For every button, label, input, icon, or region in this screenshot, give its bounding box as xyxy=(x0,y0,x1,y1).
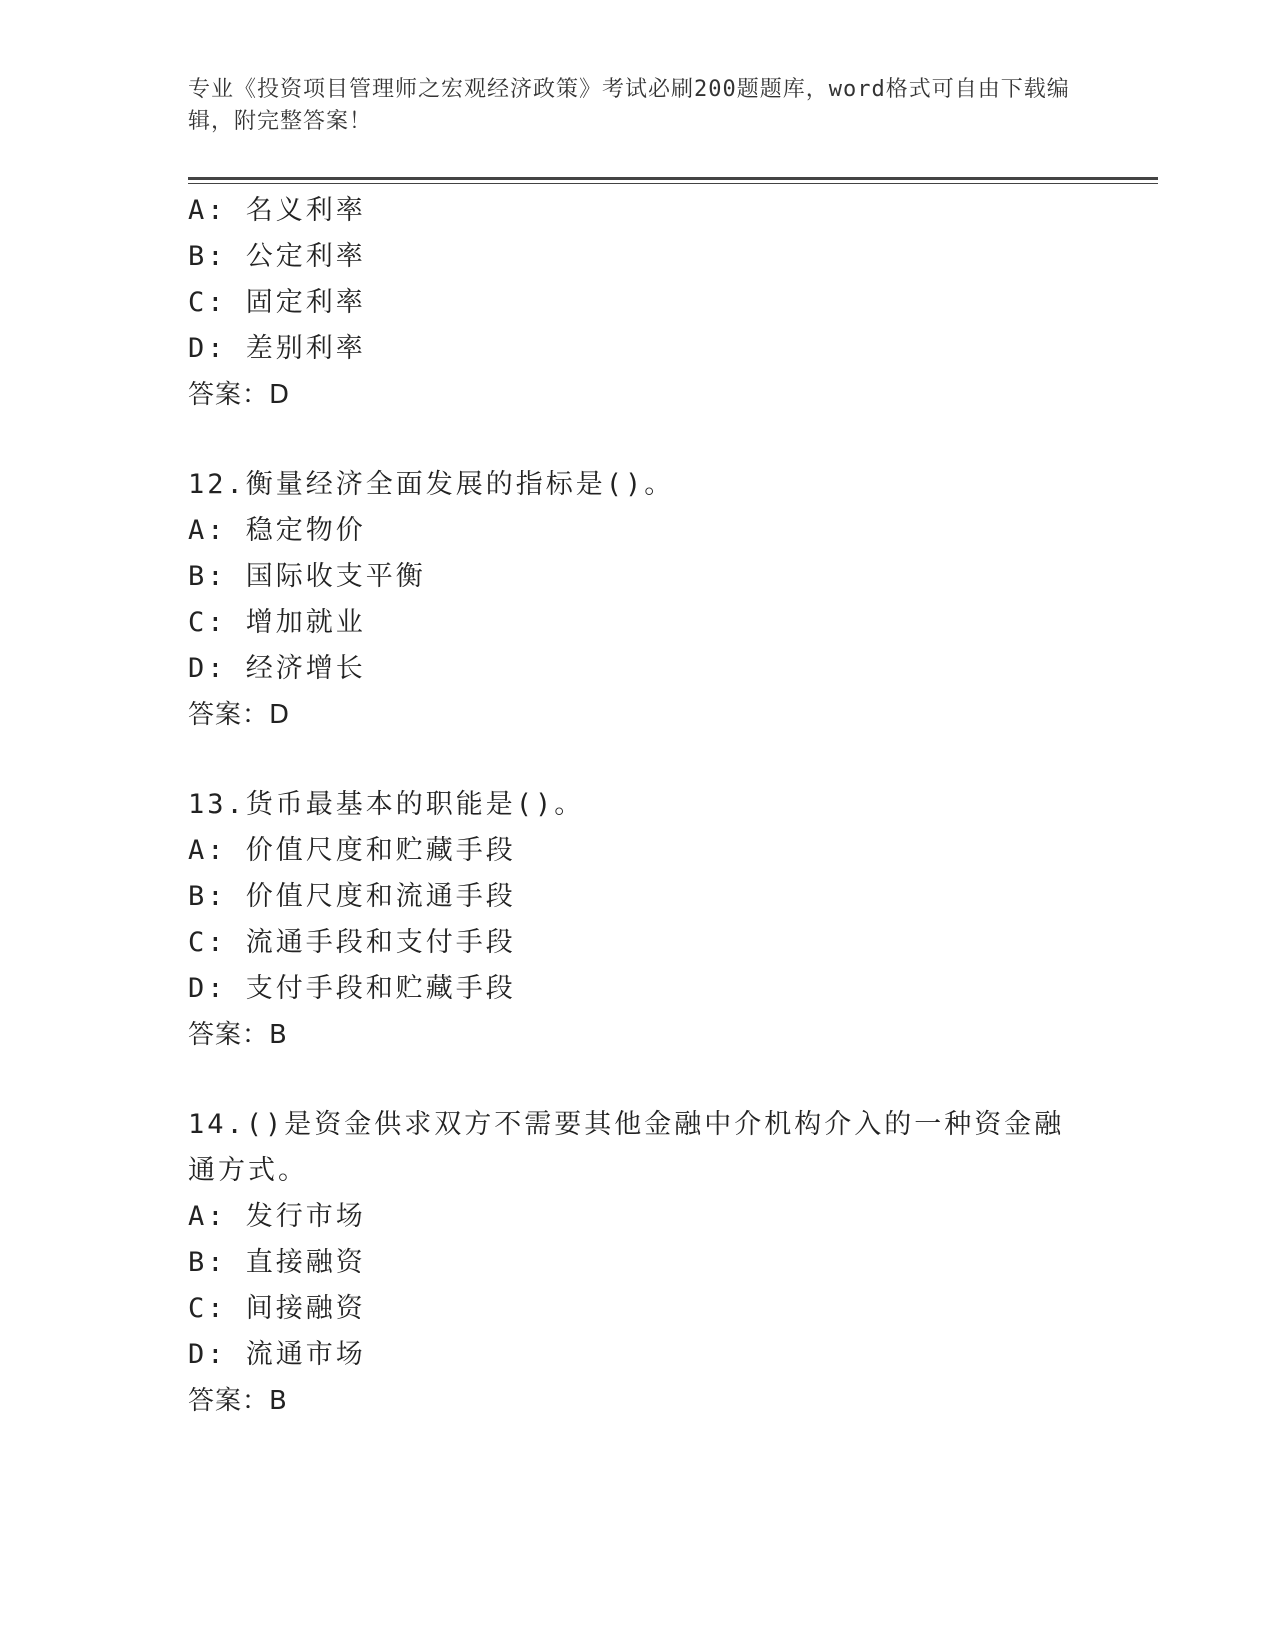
question-list xyxy=(188,188,1088,1424)
option-c: C: 流通手段和支付手段 xyxy=(188,927,516,958)
option-a: A: 名义利率 xyxy=(188,195,366,226)
option-a: A: 发行市场 xyxy=(188,1201,366,1232)
option-a: A: 稳定物价 xyxy=(188,515,366,546)
question-block-12 xyxy=(188,462,1088,738)
option-b: B: 国际收支平衡 xyxy=(188,561,426,592)
option-d: D: 支付手段和贮藏手段 xyxy=(188,973,516,1004)
answer-line: 答案：D xyxy=(188,380,291,410)
option-c: C: 固定利率 xyxy=(188,287,366,318)
option-c: C: 增加就业 xyxy=(188,607,366,638)
header-rule-thick xyxy=(188,177,1158,180)
answer-line: 答案：D xyxy=(188,700,291,730)
question-block-11 xyxy=(188,188,1088,418)
option-b: B: 价值尺度和流通手段 xyxy=(188,881,516,912)
question-stem: 14.()是资金供求双方不需要其他金融中介机构介入的一种资金融通方式。 xyxy=(188,1109,1065,1186)
option-b: B: 公定利率 xyxy=(188,241,366,272)
question-stem: 12.衡量经济全面发展的指标是()。 xyxy=(188,469,675,500)
question-block-13 xyxy=(188,782,1088,1058)
option-d: D: 经济增长 xyxy=(188,653,366,684)
header-rule-thin xyxy=(188,183,1158,184)
answer-line: 答案：B xyxy=(188,1020,288,1050)
option-c: C: 间接融资 xyxy=(188,1293,366,1324)
option-a: A: 价值尺度和贮藏手段 xyxy=(188,835,516,866)
question-block-14 xyxy=(188,1102,1088,1424)
answer-line: 答案：B xyxy=(188,1386,288,1416)
option-b: B: 直接融资 xyxy=(188,1247,366,1278)
option-d: D: 流通市场 xyxy=(188,1339,366,1370)
option-d: D: 差别利率 xyxy=(188,333,366,364)
document-header: 专业《投资项目管理师之宏观经济政策》考试必刷200题题库，word格式可自由下载编辑，附完整答案！ xyxy=(188,77,1070,134)
question-stem: 13.货币最基本的职能是()。 xyxy=(188,789,585,820)
